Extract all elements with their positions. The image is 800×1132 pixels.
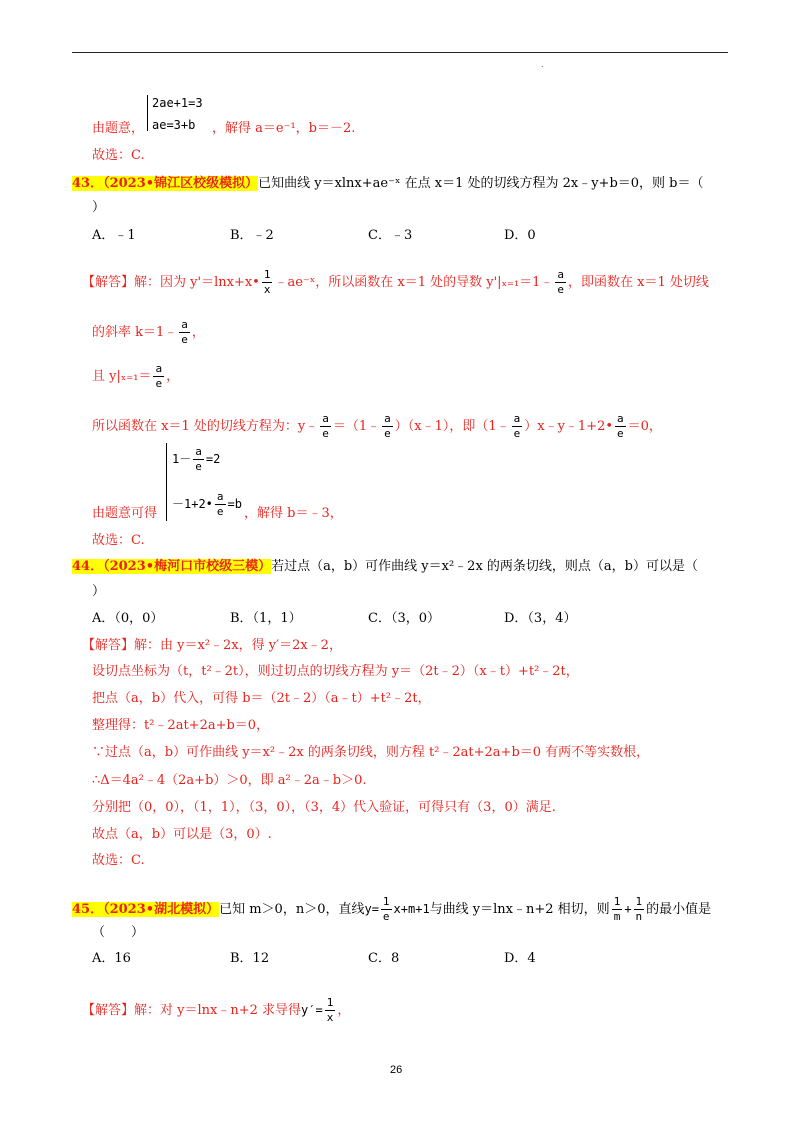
numerator: 1 — [263, 268, 271, 281]
fraction — [320, 412, 331, 441]
text: ﹣ae⁻ˣ，所以函数在 x＝1 处的导数 y'|ₓ₌₁＝1﹣ — [274, 275, 554, 290]
option-d: D．4 — [504, 951, 536, 966]
option-c: C．8 — [368, 951, 400, 966]
numerator: 1 — [635, 895, 643, 908]
fraction — [262, 268, 273, 297]
solution-line-3: 把点（a，b）代入，可得 b＝（2t﹣2）（a﹣t）+t²﹣2t， — [92, 691, 431, 706]
text: y′ — [301, 1003, 316, 1017]
question-number: 45． — [72, 902, 104, 917]
fraction — [215, 490, 226, 519]
denominator: e — [557, 283, 565, 296]
denominator: e — [617, 427, 624, 440]
source-tag: （2023•锦江区校级模拟） — [103, 176, 259, 191]
option-a: A．﹣1 — [92, 228, 136, 243]
text: 的最小值是 — [646, 902, 712, 917]
solution-line-2 — [92, 318, 205, 347]
text: ， — [191, 325, 205, 340]
denominator: e — [216, 505, 224, 518]
system-equation-2 — [172, 490, 242, 519]
fraction — [512, 412, 523, 441]
denominator: e — [322, 427, 329, 440]
option-a: A．（0，0） — [92, 611, 164, 626]
text: 解：对 y＝lnx﹣n+2 求导得 — [134, 1003, 302, 1018]
numerator: a — [384, 412, 391, 425]
text: x+m+1 — [393, 902, 430, 916]
system-brace — [147, 95, 148, 131]
text: ，即函数在 x＝1 处切线 — [568, 275, 709, 290]
denominator: m — [613, 910, 621, 923]
fraction — [153, 362, 164, 391]
option-d: D．（3，4） — [504, 611, 577, 626]
question-44-stem — [72, 558, 698, 576]
text: －1+2• — [172, 497, 213, 511]
solution-line-1 — [82, 268, 709, 297]
denominator: e — [513, 427, 521, 440]
denominator: e — [384, 427, 391, 440]
denominator: e — [181, 333, 188, 346]
text: =2 — [205, 452, 221, 466]
solution-line-8: 故点（a，b）可以是（3，0）. — [92, 827, 272, 842]
page-number: 26 — [390, 1064, 403, 1076]
numerator: a — [513, 412, 521, 425]
source-tag: （2023•湖北模拟） — [103, 902, 220, 917]
numerator: 1 — [326, 996, 334, 1009]
text: 解：由 y＝x²﹣2x，得 y′＝2x﹣2， — [134, 638, 342, 653]
text: y= — [364, 902, 379, 916]
solution-line-7: 分别把（0，0），（1，1），（3，0），（3，4）代入验证，可得只有（3，0）满足. — [92, 800, 556, 815]
numerator: a — [155, 362, 163, 375]
question-44-stem-end: ） — [92, 584, 106, 599]
fraction — [615, 412, 626, 441]
denominator: e — [195, 460, 202, 473]
answer-label: 【解答】 — [82, 638, 135, 653]
solution-line-5: ∵过点（a，b）可作曲线 y＝x²﹣2x 的两条切线，则方程 t²﹣2at+2a+b＝0 有两不等实数根， — [92, 745, 650, 760]
fraction — [179, 318, 190, 347]
system-equation-1: 2ae+1=3 — [152, 96, 203, 110]
numerator: 1 — [613, 895, 621, 908]
stem-text: 若过点（a，b）可作曲线 y＝x²﹣2x 的两条切线，则点（a，b）可以是（ — [271, 559, 698, 574]
system-result: ，解得 b＝﹣3， — [244, 506, 343, 521]
denominator: x — [326, 1011, 334, 1024]
header-rule — [72, 52, 728, 53]
answer-label: 【解答】 — [82, 275, 135, 290]
question-number: 44． — [72, 559, 104, 574]
solution-line-6: ∴Δ＝4a²﹣4（2a+b）＞0，即 a²﹣2a﹣b＞0. — [92, 773, 367, 788]
text: = — [315, 1003, 323, 1017]
header-dot: . — [541, 60, 544, 69]
text: 所以函数在 x＝1 处的切线方程为：y﹣ — [92, 419, 319, 434]
text: 且 y|ₓ₌₁＝ — [92, 369, 152, 384]
numerator: a — [617, 412, 624, 425]
option-d: D．0 — [504, 228, 536, 243]
option-b: B．12 — [230, 951, 270, 966]
numerator: 1 — [382, 895, 390, 908]
solution-line-3 — [92, 362, 179, 391]
text: ＝（1﹣ — [332, 419, 381, 434]
text: 解：因为 y'＝lnx+x• — [134, 275, 260, 290]
text: =b — [227, 497, 242, 511]
stem-text: 已知曲线 y＝xlnx+ae⁻ˣ 在点 x＝1 处的切线方程为 2x﹣y+b＝0，则 b＝（ — [258, 176, 704, 191]
question-45-stem-end: （ ） — [92, 925, 145, 940]
option-a: A．16 — [92, 951, 131, 966]
text: 1－ — [172, 452, 192, 466]
numerator: a — [557, 268, 565, 281]
text: ）x﹣y﹣1+2• — [524, 419, 614, 434]
system-equation-2: ae=3+b — [152, 118, 196, 132]
text: ）（x﹣1），即（1﹣ — [394, 419, 510, 434]
denominator: x — [263, 283, 271, 296]
solution-line-1 — [82, 996, 350, 1025]
question-43-stem-end: ） — [92, 200, 106, 215]
source-tag: （2023•梅河口市校级三模） — [103, 559, 272, 574]
numerator: a — [322, 412, 329, 425]
solution-line-1 — [82, 637, 342, 655]
text: 与曲线 y＝lnx﹣n+2 相切，则 — [429, 902, 610, 917]
option-b: B．﹣2 — [230, 228, 274, 243]
system-equation-1 — [172, 445, 220, 474]
fraction — [634, 895, 645, 924]
solution-line-2: 设切点坐标为（t，t²﹣2t），则过切点的切线方程为 y＝（2t﹣2）（x﹣t）+t²﹣2t， — [92, 664, 579, 679]
option-c: C．（3，0） — [368, 611, 440, 626]
option-c: C．﹣3 — [368, 228, 413, 243]
text: + — [624, 902, 632, 916]
denominator: e — [155, 377, 163, 390]
stem-text: 已知 m＞0，n＞0，直线 — [219, 902, 365, 917]
fraction — [193, 445, 204, 474]
denominator: n — [635, 910, 643, 923]
choose-answer: 故选：C. — [92, 148, 145, 163]
question-number: 43． — [72, 176, 104, 191]
fraction — [325, 996, 336, 1025]
system-prefix: 由题意可得 — [92, 506, 158, 521]
solution-line-4: 整理得：t²﹣2at+2a+b＝0， — [92, 718, 270, 733]
numerator: a — [195, 445, 202, 458]
numerator: a — [181, 318, 188, 331]
system-result: ，解得 a＝e⁻¹，b＝－2. — [212, 121, 356, 136]
fraction — [381, 895, 392, 924]
text: ， — [166, 369, 180, 384]
answer-label: 【解答】 — [82, 1003, 135, 1018]
text: ＝0， — [627, 419, 662, 434]
solution-line-4 — [92, 412, 662, 441]
text: ， — [337, 1003, 351, 1018]
text: 的斜率 k＝1﹣ — [92, 325, 178, 340]
choose-answer: 故选：C. — [92, 853, 145, 868]
choose-answer: 故选：C. — [92, 533, 145, 548]
system-prefix: 由题意， — [92, 121, 145, 136]
question-45-stem — [72, 895, 711, 924]
option-b: B．（1，1） — [230, 611, 302, 626]
fraction — [612, 895, 623, 924]
denominator: e — [382, 910, 390, 923]
question-43-stem — [72, 175, 704, 193]
fraction — [555, 268, 566, 297]
system-brace — [166, 443, 167, 521]
numerator: a — [216, 490, 224, 503]
fraction — [382, 412, 393, 441]
